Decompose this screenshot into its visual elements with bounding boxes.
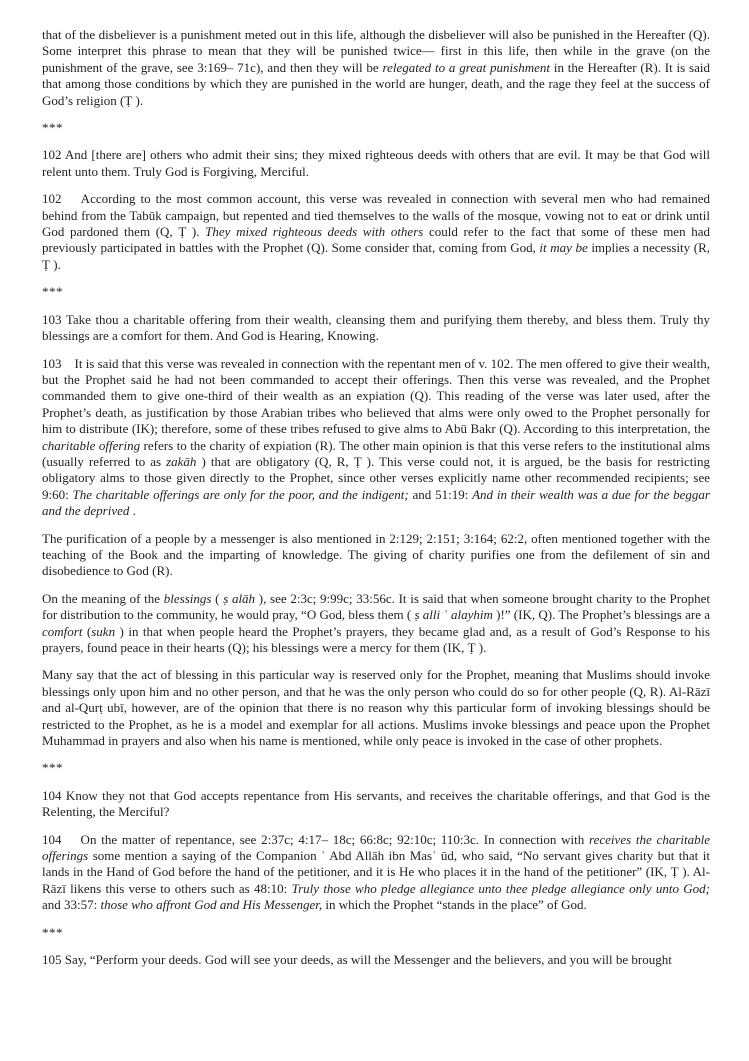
text-run: and 33:57: [42,897,101,913]
verse-translation-paragraph [42,147,710,180]
text-run: 103 Take thou a charitable offering from their wealth, cleansing them and purifying them thereby, and bless them. Truly thy blessings are a comfort for them. And God is Hearing, Knowing. [42,311,710,344]
text-run: 102 And [there are] others who admit their sins; they mixed righteous deeds with others that are evil. It may be that God will relent unto them. Truly God is Forgiving, Merciful. [42,147,710,179]
text-run: ), see 2:3c; 9:99c; 33:56c. It is said that when someone brought charity to the Prophet for distribution to the community, he would pray, “O God, bless them ( [42,590,710,623]
italic-text-run: relegated to a great punishment [382,59,550,75]
section-separator: *** [42,284,63,300]
italic-text-run: blessings [163,590,212,606]
italic-text-run: those who affront God and His Messenger, [100,897,323,913]
text-run: On the meaning of the [42,590,164,606]
verse-translation-paragraph [42,312,710,345]
italic-text-run: The charitable offerings are only for the poor, and the indigent; [72,486,409,502]
section-separator: *** [42,924,63,940]
italic-text-run: And in their wealth was a due for the beggar and the deprived [42,486,710,519]
italic-text-run: zakāh [166,453,197,469]
commentary-paragraph [42,356,710,520]
section-separator: *** [42,120,63,136]
italic-text-run: sukn [91,623,116,639]
italic-text-run: ṣ alāh [223,590,256,606]
italic-text-run: ṣ alli ʿ alayhim [414,607,493,623]
text-run: ( [211,590,224,606]
italic-text-run: charitable offering [42,437,141,453]
text-run: ) in that when people heard the Prophet’s prayers, they became glad and, as a result of God’s Response to his prayers, found peace in their hearts (Q); his blessings were a mercy for them (IK, Ṭ ). [42,623,710,655]
italic-text-run: Truly those who pledge allegiance unto thee pledge allegiance only unto God; [291,880,710,896]
text-run: . [129,503,136,519]
text-run: that of the disbeliever is a punishment meted out in this life, although the disbeliever will also be punished in the Hereafter (Q). Some interpret this phrase to mean that they will be punished twice— first in this life, then while in the grave (on the punishment of the grave, see 3:169– 71c), and then they will be [42,27,710,75]
text-run: in the Hereafter (R). It is said that among those conditions by which they are punished in the world are hunger, death, and the rage they feel at the success of God’s religion (Ṭ ). [42,59,710,108]
text-run: some mention a saying of the Companion ʿ Abd Allāh ibn Masʿ ūd, who said, “No servant gives charity but that it lands in the Hand of God before the hand of the petitioner, and it is He who places it in the hand of the petitioner” (IK, Ṭ ). Al-Rāzī likens this verse to others such as 48:10: [42,848,710,896]
commentary-paragraph [42,191,710,273]
text-run: 102 According to the most common account, this verse was revealed in connection with several men who had remained behind from the Tabūk campaign, but repented and tied themselves to the walls of the mosque, vowing not to eat or drink until God pardoned them (Q, Ṭ ). [42,191,710,240]
text-content [42,27,710,969]
italic-text-run: comfort [42,623,83,639]
italic-text-run: They mixed righteous deeds with others [205,224,424,240]
italic-text-run: receives the charitable offerings [42,831,710,864]
text-run: )!” (IK, Q). The Prophet’s blessings are a [492,607,711,623]
text-run: 104 On the matter of repentance, see 2:37c; 4:17– 18c; 66:8c; 92:10c; 110:3c. In connection with [42,831,590,847]
body-paragraph [42,27,710,109]
text-run: and 51:19: [408,486,473,502]
text-run: ( [82,623,92,639]
text-run: Many say that the act of blessing in this particular way is reserved only for the Prophet, meaning that Muslims should invoke blessings only upon him and no other person, and that he was the only person who could do so for other people (Q, R). Al-Rāzī and al-Qurṭ ubī, however, are of the opinion that there is no reason why this particular form of invoking blessings should be restricted to the Prophet, as he is a model and exemplar for all actions. Muslims invoke blessings and peace upon the Prophet Muhammad in prayers and also when his name is mentioned, while only peace is invoked in the case of other prophets. [42,667,710,749]
text-run: ) that are obligatory (Q, R, Ṭ ). This verse could not, it is argued, be the basis for restricting obligatory alms to those given directly to the Prophet, since other verses explicitly name other recommended recipients; see 9:60: [42,453,710,502]
verse-translation-paragraph [42,952,710,968]
body-paragraph [42,591,710,657]
text-run: could refer to the fact that some of these men had previously participated in battles with the Prophet (Q). Some consider that, coming from God, [42,224,710,256]
text-run: 103 It is said that this verse was revealed in connection with the repentant men of v. 102. The men offered to give their wealth, but the Prophet said he had not been commanded to accept their offerings. Then this verse was revealed, and the Prophet commanded them to give one-third of their wealth as an expiation (Q). This reading of the verse was later used, after the Prophet’s death, as justification by those Arabian tribes who believed that alms were only owed to the Prophet personally for him to distribute (IK); therefore, some of these tribes refused to give alms to Abū Bakr (Q). According to this interpretation, the [42,355,710,437]
verse-translation-paragraph [42,788,710,821]
text-run: refers to the charity of expiation (R). The other main opinion is that this verse refers to the institutional alms (usually referred to as [42,437,710,469]
commentary-paragraph [42,832,710,914]
body-paragraph [42,531,710,580]
text-run: in which the Prophet “stands in the place” of God. [322,897,587,913]
text-run: The purification of a people by a messenger is also mentioned in 2:129; 2:151; 3:164; 62:2, often mentioned together with the teaching of the Book and the imparting of knowledge. The giving of charity purifies one from the defilement of sin and disobedience to God (R). [42,530,710,579]
section-separator: *** [42,760,63,776]
text-run: 105 Say, “Perform your deeds. God will see your deeds, as will the Messenger and the believers, and you will be brought [42,952,672,968]
text-run: 104 Know they not that God accepts repentance from His servants, and receives the charitable offerings, and that God is the Relenting, the Merciful? [42,787,710,820]
text-run: implies a necessity (R, Ṭ ). [42,240,710,272]
italic-text-run: it may be [539,240,588,256]
body-paragraph [42,667,710,749]
